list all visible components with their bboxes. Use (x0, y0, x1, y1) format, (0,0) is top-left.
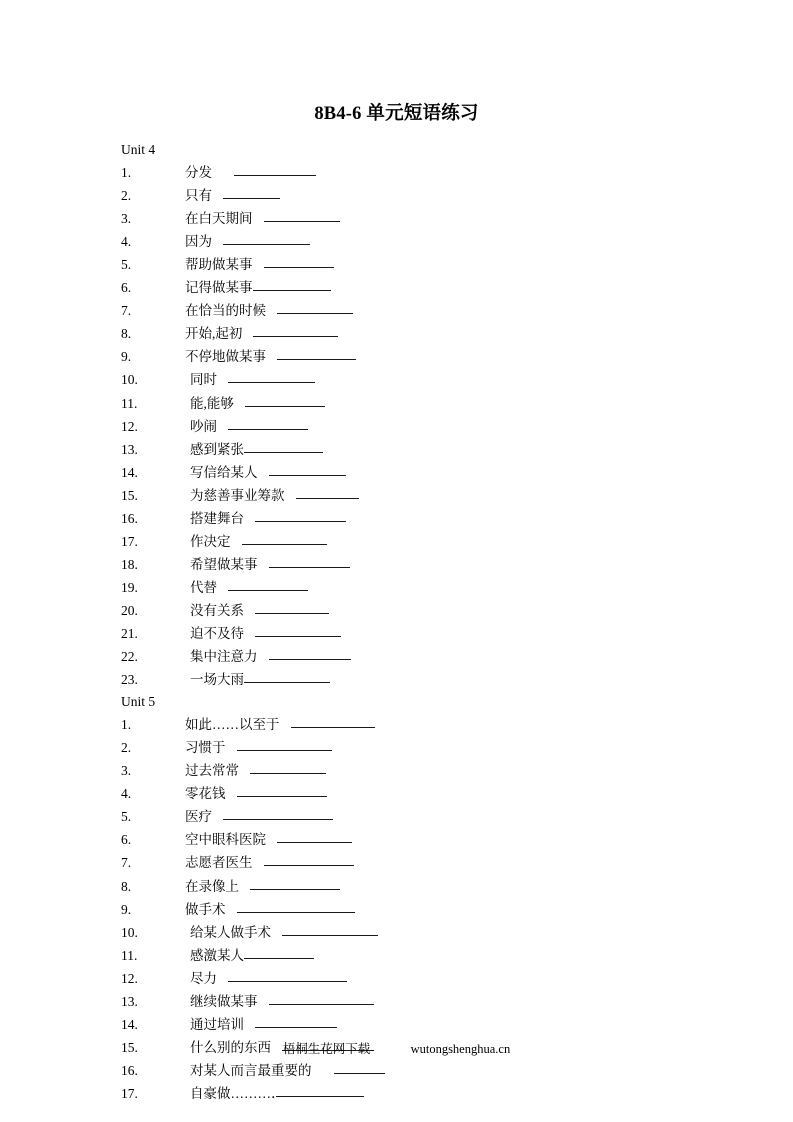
phrase-row (121, 759, 741, 782)
answer-blank[interactable] (228, 416, 308, 430)
item-number: 2. (121, 740, 132, 756)
item-number: 10. (121, 372, 138, 388)
phrase-term: 同时 (190, 372, 217, 388)
phrase-row (121, 415, 741, 438)
phrase-row (121, 530, 741, 553)
phrase-row (121, 736, 741, 759)
phrase-row (121, 805, 741, 828)
phrase-term: 医疗 (185, 809, 212, 825)
phrase-term: 在录像上 (185, 878, 239, 894)
phrase-row (121, 645, 741, 668)
answer-blank[interactable] (276, 1083, 364, 1097)
item-number: 2. (121, 188, 132, 204)
phrase-term: 开始,起初 (185, 326, 243, 342)
answer-blank[interactable] (242, 531, 327, 545)
item-number: 10. (121, 924, 138, 940)
phrase-row (121, 184, 741, 207)
phrase-term: 作决定 (190, 533, 231, 549)
phrase-term: 没有关系 (190, 602, 244, 618)
item-number: 22. (121, 649, 138, 665)
phrase-term: 如此……以至于 (185, 717, 280, 733)
phrase-row (121, 276, 741, 299)
item-number: 19. (121, 579, 138, 595)
phrase-term: 零花钱 (185, 786, 226, 802)
item-number: 7. (121, 855, 132, 871)
item-number: 11. (121, 947, 138, 963)
page-title: 8B4-6 单元短语练习 (314, 104, 479, 124)
phrase-term: 习惯于 (185, 740, 226, 756)
answer-blank[interactable] (296, 485, 359, 499)
phrase-term: 因为 (185, 234, 212, 250)
item-number: 5. (121, 809, 132, 825)
phrase-term: 写信给某人 (190, 464, 258, 480)
answer-blank[interactable] (223, 806, 333, 820)
answer-blank[interactable] (255, 1014, 337, 1028)
page-footer (0, 1040, 793, 1058)
item-number: 4. (121, 234, 132, 250)
phrase-term: 帮助做某事 (185, 257, 253, 273)
answer-blank[interactable] (277, 346, 356, 360)
phrase-row (121, 368, 741, 391)
item-number: 6. (121, 832, 132, 848)
phrase-term: 只有 (185, 188, 212, 204)
phrase-row (121, 967, 741, 990)
item-number: 15. (121, 1039, 138, 1055)
phrase-row (121, 713, 741, 736)
item-number: 17. (121, 533, 138, 549)
answer-blank[interactable] (234, 162, 316, 176)
answer-blank[interactable] (237, 737, 332, 751)
answer-blank[interactable] (244, 945, 314, 959)
answer-blank[interactable] (228, 968, 347, 982)
answer-blank[interactable] (334, 1060, 385, 1074)
phrase-term: 迫不及待 (190, 626, 244, 641)
item-number: 12. (121, 418, 138, 434)
phrase-row (121, 484, 741, 507)
phrase-row (121, 599, 741, 622)
answer-blank[interactable] (223, 231, 310, 245)
item-number: 3. (121, 211, 132, 227)
phrase-term: 感激某人 (190, 947, 244, 963)
phrase-term: 代替 (190, 579, 217, 595)
item-number: 14. (121, 1016, 138, 1032)
phrase-row (121, 668, 741, 691)
phrase-row (121, 782, 741, 805)
item-number: 16. (121, 1062, 138, 1078)
phrase-row (121, 898, 741, 921)
item-number: 9. (121, 349, 132, 365)
item-number: 16. (121, 510, 138, 526)
phrase-row (121, 622, 741, 645)
phrase-term: 做手术 (185, 901, 226, 917)
item-number: 9. (121, 901, 132, 917)
item-number: 13. (121, 441, 138, 457)
item-number: 13. (121, 993, 138, 1009)
item-number: 6. (121, 280, 132, 296)
answer-blank[interactable] (291, 714, 375, 728)
phrase-term: 记得做某事 (185, 280, 253, 296)
footer-site-url: wutongshenghua.cn (410, 1042, 511, 1056)
answer-blank[interactable] (250, 876, 340, 890)
answer-blank[interactable] (255, 508, 346, 522)
item-number: 14. (121, 464, 138, 480)
item-number: 8. (121, 878, 132, 894)
item-number: 4. (121, 786, 132, 802)
answer-blank[interactable] (244, 439, 323, 453)
answer-blank[interactable] (269, 991, 374, 1005)
phrase-row (121, 576, 741, 599)
answer-blank[interactable] (237, 899, 355, 913)
item-number: 11. (121, 395, 138, 411)
phrase-term: 自豪做………․ (190, 1085, 276, 1101)
phrase-term: 对某人而言最重要的 (190, 1062, 312, 1078)
item-number: 18. (121, 556, 138, 572)
answer-blank[interactable] (277, 300, 353, 314)
item-number: 20. (121, 602, 138, 618)
phrase-row (121, 345, 741, 368)
item-number: 1. (121, 717, 132, 733)
phrase-term: 一场大雨 (190, 672, 244, 688)
phrase-row (121, 207, 741, 230)
answer-blank[interactable] (269, 646, 351, 660)
phrase-term: 能,能够 (190, 395, 234, 411)
phrase-term: 志愿者医生 (185, 855, 253, 871)
answer-blank[interactable] (253, 323, 338, 337)
phrase-row (121, 990, 741, 1013)
phrase-term: 搭建舞台 (190, 510, 244, 526)
item-number: 15. (121, 487, 138, 503)
phrase-term: 为慈善事业筹款 (190, 487, 285, 503)
answer-blank[interactable] (253, 277, 331, 291)
phrase-term: 在恰当的时候 (185, 303, 266, 319)
phrase-term: 吵闹 (190, 418, 217, 434)
answer-blank[interactable] (250, 760, 326, 774)
answer-blank[interactable] (255, 623, 341, 637)
answer-blank[interactable] (228, 369, 315, 383)
phrase-row (121, 461, 741, 484)
answer-blank[interactable] (264, 254, 334, 268)
answer-blank[interactable] (269, 462, 346, 476)
phrase-row (121, 438, 741, 461)
phrase-row (121, 1059, 741, 1082)
item-number: 17. (121, 1085, 138, 1101)
footer-site-name: 梧桐生花网下载 (282, 1042, 371, 1056)
item-number: 5. (121, 257, 132, 273)
phrase-row (121, 875, 741, 898)
phrase-term: 尽力 (190, 970, 217, 986)
phrase-term: 什么别的东西 (190, 1039, 271, 1055)
answer-blank[interactable] (255, 600, 329, 614)
phrase-term: 过去常常 (185, 763, 239, 779)
phrase-row (121, 392, 741, 415)
phrase-term: 感到紧张 (190, 441, 244, 457)
answer-blank[interactable] (244, 669, 330, 683)
answer-blank[interactable] (282, 922, 378, 936)
unit-heading: Unit 5 (121, 694, 156, 710)
phrase-term: 继续做某事 (190, 993, 258, 1009)
item-number: 1. (121, 165, 132, 180)
answer-blank[interactable] (264, 852, 354, 866)
phrase-row (121, 253, 741, 276)
item-number: 7. (121, 303, 132, 319)
phrase-term: 给某人做手术 (190, 924, 271, 940)
answer-blank[interactable] (245, 393, 325, 407)
phrase-term: 通过培训 (190, 1016, 244, 1032)
phrase-term: 希望做某事 (190, 556, 258, 572)
phrase-row (121, 553, 741, 576)
answer-blank[interactable] (269, 554, 350, 568)
phrase-row (121, 299, 741, 322)
item-number: 8. (121, 326, 132, 342)
item-number: 21. (121, 626, 138, 641)
answer-blank[interactable] (277, 829, 352, 843)
phrase-row (121, 851, 741, 874)
phrase-row (121, 161, 741, 184)
answer-blank[interactable] (264, 208, 340, 222)
phrase-term: 空中眼科医院 (185, 832, 266, 848)
answer-blank[interactable] (237, 783, 327, 797)
phrase-term: 集中注意力 (190, 649, 258, 665)
answer-blank[interactable] (223, 185, 280, 199)
unit-heading: Unit 4 (121, 142, 156, 157)
phrase-term: 在白天期间 (185, 211, 253, 227)
phrase-row (121, 1013, 741, 1036)
item-number: 12. (121, 970, 138, 986)
phrase-row (121, 322, 741, 345)
answer-blank[interactable] (228, 577, 308, 591)
phrase-row (121, 921, 741, 944)
phrase-row (121, 230, 741, 253)
phrase-row (121, 828, 741, 851)
phrase-term: 不停地做某事 (185, 349, 266, 365)
item-number: 3. (121, 763, 132, 779)
phrase-row (121, 944, 741, 967)
phrase-row (121, 507, 741, 530)
phrase-row (121, 1082, 741, 1105)
phrase-term: 分发 (185, 165, 212, 180)
item-number: 23. (121, 672, 138, 688)
